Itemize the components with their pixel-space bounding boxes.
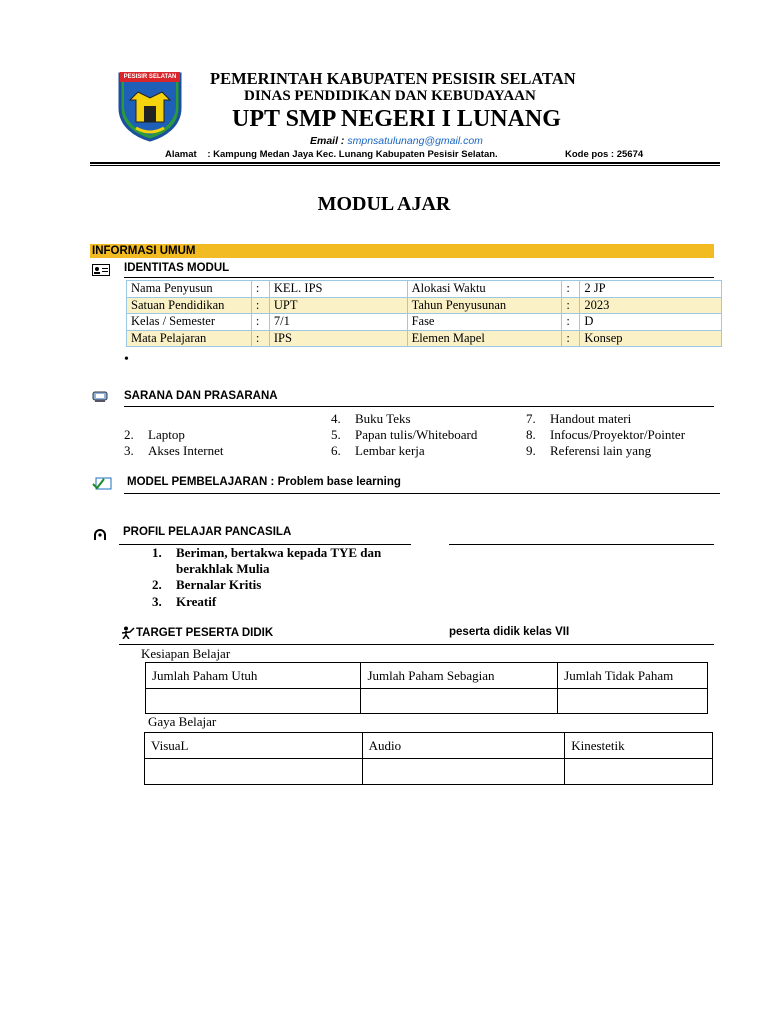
- profile-rule-right: [449, 544, 714, 545]
- regency-logo: [116, 70, 184, 142]
- checklist-icon: [92, 476, 112, 495]
- cell-colon: :: [562, 314, 580, 331]
- page-title: MODUL AJAR: [317, 193, 451, 215]
- email-value[interactable]: smpnsatulunang@gmail.com: [347, 135, 483, 147]
- identity-table: [126, 280, 722, 347]
- table-header: Jumlah Paham Utuh: [146, 663, 361, 689]
- cell-colon: :: [562, 297, 580, 314]
- facilities-rule: [124, 406, 714, 407]
- cell-label: Kelas / Semester: [127, 314, 252, 331]
- readiness-table: [145, 662, 708, 714]
- department-name: DINAS PENDIDIKAN DAN KEBUDAYAAN: [244, 88, 536, 104]
- cell-value: 2023: [580, 297, 722, 314]
- cell-label: Alokasi Waktu: [407, 281, 562, 298]
- profile-icon: [93, 528, 107, 546]
- table-header: Jumlah Paham Sebagian: [361, 663, 558, 689]
- cell-colon: :: [251, 281, 269, 298]
- identity-rule: [124, 277, 714, 278]
- table-header: Kinestetik: [565, 733, 713, 759]
- table-row: [127, 314, 722, 331]
- table-row: [146, 663, 708, 689]
- cell-label: Nama Penyusun: [127, 281, 252, 298]
- postal-code: Kode pos : 25674: [565, 149, 644, 160]
- list-item: 1. Beriman, bertakwa kepada TYE dan: [152, 545, 382, 560]
- target-value: peserta didik kelas VII: [449, 626, 570, 638]
- table-cell[interactable]: [146, 689, 361, 714]
- cell-value: UPT: [269, 297, 407, 314]
- model-value: : Problem base learning: [267, 476, 401, 488]
- computer-icon: [92, 390, 108, 408]
- id-card-icon: [92, 263, 110, 281]
- table-cell[interactable]: [361, 689, 558, 714]
- cell-value: IPS: [269, 330, 407, 347]
- cell-colon: :: [562, 281, 580, 298]
- cell-label: Tahun Penyusunan: [407, 297, 562, 314]
- model-heading: MODEL PEMBELAJARAN : Problem base learning: [127, 476, 401, 488]
- list-item: 5. Papan tulis/Whiteboard: [331, 427, 478, 442]
- address-label: Alamat: [165, 149, 197, 160]
- address-value: : Kampung Medan Jaya Kec. Lunang Kabupaten Pesisir Selatan.: [207, 149, 498, 160]
- cell-value: KEL. IPS: [269, 281, 407, 298]
- table-cell[interactable]: [565, 759, 713, 785]
- table-row: [145, 759, 713, 785]
- list-item: 4. Buku Teks: [331, 411, 411, 426]
- learning-style-table: [144, 732, 713, 785]
- cell-colon: :: [251, 330, 269, 347]
- list-item: berakhlak Mulia: [176, 561, 270, 576]
- table-header: Audio: [362, 733, 565, 759]
- address-line: [165, 149, 498, 160]
- table-row: [127, 281, 722, 298]
- email-line: [310, 135, 483, 147]
- table-header: Jumlah Tidak Paham: [558, 663, 708, 689]
- model-rule: [124, 493, 720, 494]
- letterhead-rule: [90, 162, 720, 164]
- cell-label: Fase: [407, 314, 562, 331]
- table-row: [145, 733, 713, 759]
- list-item: 9. Referensi lain yang: [526, 443, 652, 458]
- info-header: INFORMASI UMUM: [92, 245, 196, 257]
- cell-value: D: [580, 314, 722, 331]
- table-row: [127, 297, 722, 314]
- table-cell[interactable]: [558, 689, 708, 714]
- list-item: 2. Bernalar Kritis: [152, 577, 262, 592]
- list-item: 7. Handout materi: [526, 411, 632, 426]
- list-item: 8. Infocus/Proyektor/Pointer: [526, 427, 686, 442]
- table-header: VisuaL: [145, 733, 363, 759]
- facilities-heading: SARANA DAN PRASARANA: [124, 390, 278, 402]
- school-name: UPT SMP NEGERI I LUNANG: [232, 106, 561, 132]
- cell-value: 2 JP: [580, 281, 722, 298]
- profile-heading: PROFIL PELAJAR PANCASILA: [123, 526, 292, 538]
- readiness-label: Kesiapan Belajar: [141, 646, 231, 661]
- cell-value: 7/1: [269, 314, 407, 331]
- table-row: [146, 689, 708, 714]
- target-rule: [119, 644, 714, 645]
- letterhead-rule-thin: [90, 165, 720, 166]
- list-item: 2. Laptop: [124, 427, 185, 442]
- person-icon: [121, 626, 135, 644]
- cell-label: Elemen Mapel: [407, 330, 562, 347]
- table-cell[interactable]: [145, 759, 363, 785]
- list-item: 3. Kreatif: [152, 594, 217, 609]
- identity-heading: IDENTITAS MODUL: [124, 262, 230, 274]
- email-label: Email :: [310, 135, 345, 147]
- cell-label: Mata Pelajaran: [127, 330, 252, 347]
- list-item: 3. Akses Internet: [124, 443, 224, 458]
- bullet: •: [124, 352, 129, 367]
- list-item: 6. Lembar kerja: [331, 443, 425, 458]
- style-label: Gaya Belajar: [148, 714, 217, 729]
- cell-colon: :: [251, 314, 269, 331]
- target-heading: TARGET PESERTA DIDIK: [136, 627, 274, 639]
- table-cell[interactable]: [362, 759, 565, 785]
- cell-value: Konsep: [580, 330, 722, 347]
- cell-label: Satuan Pendidikan: [127, 297, 252, 314]
- government-name: PEMERINTAH KABUPATEN PESISIR SELATAN: [210, 69, 576, 88]
- table-row: [127, 330, 722, 347]
- cell-colon: :: [562, 330, 580, 347]
- cell-colon: :: [251, 297, 269, 314]
- logo-text: PESISIR SELATAN: [123, 74, 177, 80]
